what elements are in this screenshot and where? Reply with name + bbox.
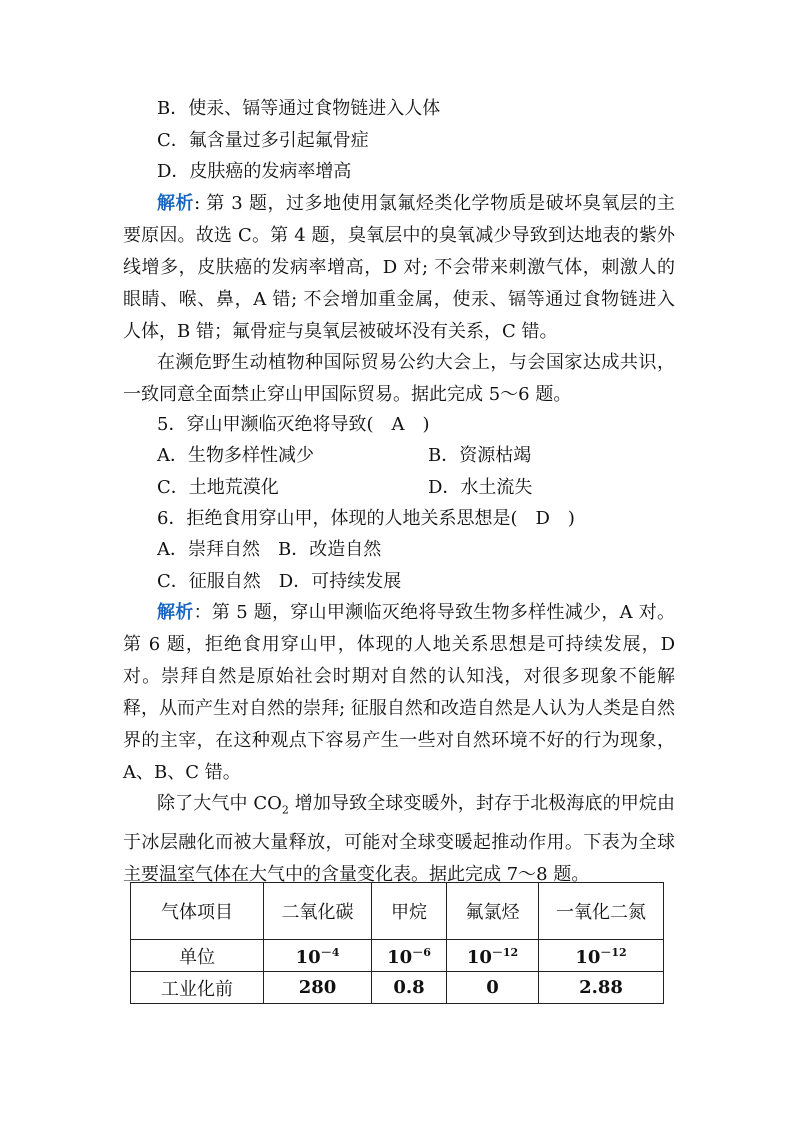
unit-label-cell: 单位 [131,940,264,972]
table-header-cell: 甲烷 [372,883,447,940]
value-cell: 0 [447,972,539,1004]
q5-option-b: B．资源枯竭 [428,445,532,466]
unit-cell: $10^{-6}$ [372,940,447,972]
value-cell: 0.8 [372,972,447,1004]
q6-stem: 6．拒绝食用穿山甲，体现的人地关系思想是( D ) [157,508,575,529]
table-header-row [131,883,664,940]
table-row [131,940,664,972]
unit-cell: $10^{-4}$ [264,940,372,972]
value-cell: 2.88 [539,972,664,1004]
unit-cell: $10^{-12}$ [447,940,539,972]
row-label-cell: 工业化前 [131,972,264,1004]
q4-option-b: B．使汞、镉等通过食物链进入人体 [157,98,441,119]
q6-options-cd: C．征服自然 D．可持续发展 [157,571,402,592]
analysis-label: 解析 [157,602,194,623]
analysis-1-text: : 第 3 题，过多地使用氯氟烃类化学物质是破坏臭氧层的主要原因。故选 C。第 4 题，臭氧层中的臭氧减少导致到达地表的紫外线增多，皮肤癌的发病率增高，D 对; 不会带来刺激气体，刺激人的眼睛、喉、鼻，A 错; 不会增加重金属，使汞、镉等通过食物链进入人体，B 错；氟骨症与臭氧层被破坏没有关系，C 错。 [123,193,675,342]
analysis-2-text: ：第 5 题，穿山甲濒临灭绝将导致生物多样性减少，A 对。第 6 题，拒绝食用穿山甲，体现的人地关系思想是可持续发展，D 对。崇拜自然是原始社会时期对自然的认知浅，对很多现象不能解释，从而产生对自然的崇拜; 征服自然和改造自然是人认为人类是自然界的主宰，在这种观点下容易产生一些对自然环境不好的行为现象，A、B、C 错。 [123,602,675,783]
table-header-cell: 二氧化碳 [264,883,372,940]
unit-cell: $10^{-12}$ [539,940,664,972]
intro-paragraph-3: 除了大气中 $CO_2$ 增加导致全球变暖外，封存于北极海底的甲烷由于冰层融化而被大量释放，可能对全球变暖起推动作用。下表为全球主要温室气体在大气中的含量变化表。据此完成 7～8 题。 [123,793,675,885]
q5-option-d: D．水土流失 [428,477,533,498]
q5-option-c: C．土地荒漠化 [157,477,279,498]
value-cell: 280 [264,972,372,1004]
table-row [131,972,664,1004]
q5-stem: 5．穿山甲濒临灭绝将导致( A ) [157,414,430,435]
q4-option-c: C．氟含量过多引起氟骨症 [157,130,369,151]
q5-option-a: A．生物多样性减少 [157,445,314,466]
analysis-paragraph-1 [123,188,675,348]
table-header-cell: 氟氯烃 [447,883,539,940]
analysis-label: 解析 [157,193,195,214]
q6-options-ab: A．崇拜自然 B．改造自然 [157,539,382,560]
intro-paragraph-2: 在濒危野生动植物种国际贸易公约大会上，与会国家达成共识，一致同意全面禁止穿山甲国际贸易。据此完成 5～6 题。 [123,352,675,405]
table-header-cell: 气体项目 [131,883,264,940]
q4-option-d: D．皮肤癌的发病率增高 [157,161,352,182]
greenhouse-gas-table [130,882,664,1004]
table-header-cell: 一氧化二氮 [539,883,664,940]
analysis-paragraph-2 [123,597,675,789]
